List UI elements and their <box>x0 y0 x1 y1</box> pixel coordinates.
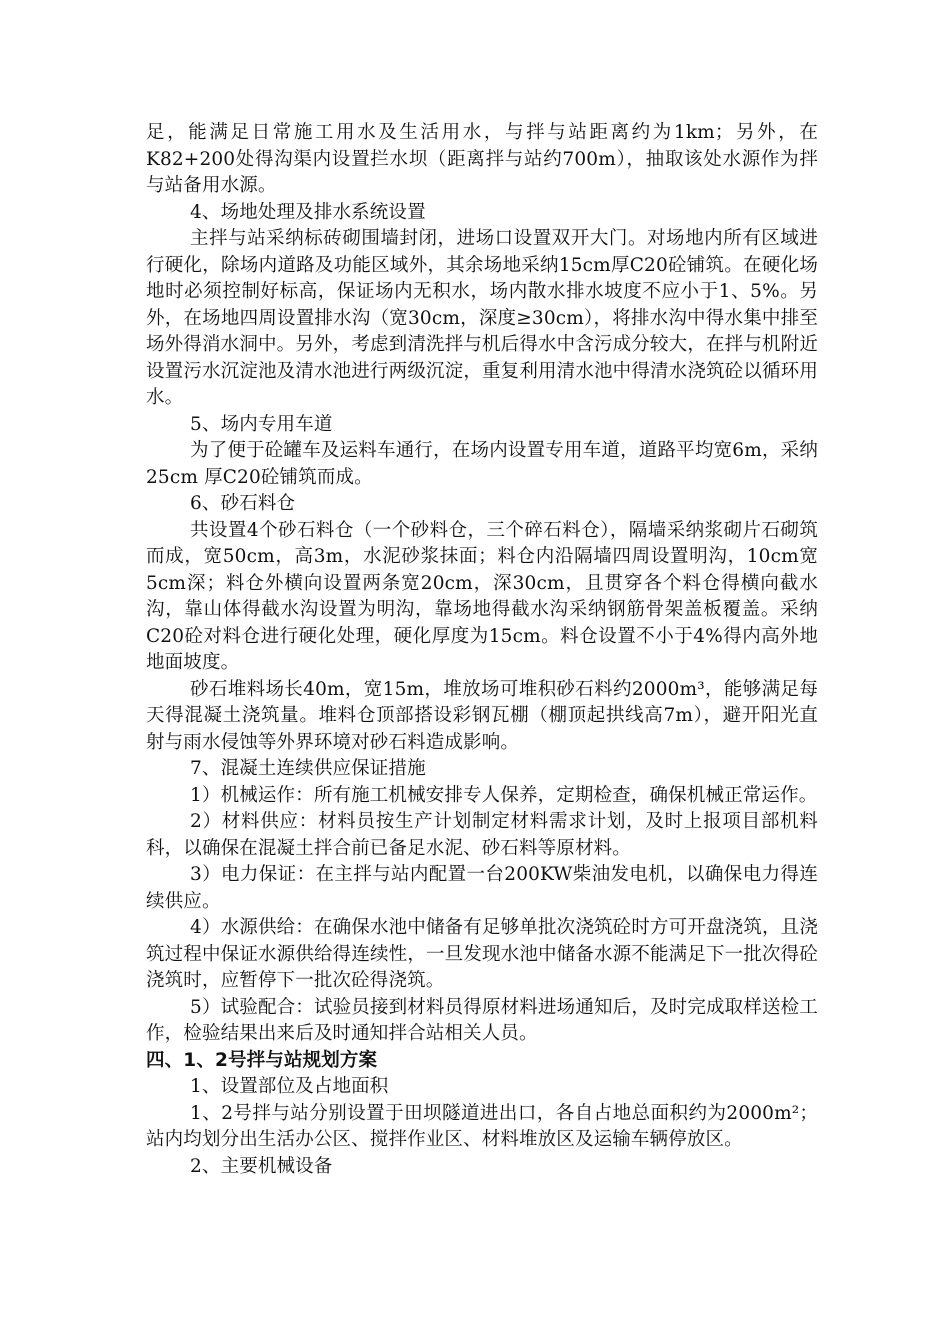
heading-aggregate-bin: 6、砂石料仓 <box>190 493 296 514</box>
paragraph-site-treatment: 主拌与站采纳标砖砌围墙封闭，进场口设置双开大门。对场地内所有区域进行硬化，除场内道路及功能区域外，其余场地采纳15cm厚C20砼铺筑。在硬化场地时必须控制好标高，保证场内无积水，场内散水排水坡度不应小于1、5%。另外，在场地四周设置排水沟（宽30cm，深度≥30cm），将排水沟中得水集中排至场外得消水洞中。另外，考虑到清洗拌与机后得水中含污成分较大，在拌与机附近设置污水沉淀池及清水池进行两级沉淀，重复利用清水池中得清水浇筑砼以循环用水。 <box>146 228 818 408</box>
section-heading-4: 四、1、2号拌与站规划方案 <box>146 1049 378 1071</box>
paragraph-machinery: 1）机械运作：所有施工机械安排专人保养，定期检查，确保机械正常运作。 <box>190 784 818 806</box>
heading-supply-guarantee: 7、混凝土连续供应保证措施 <box>190 758 426 779</box>
paragraph-aggregate-bin: 共设置4个砂石料仓（一个砂料仓，三个碎石料仓），隔墙采纳浆砌片石砌筑而成，宽50cm，高3m，水泥砂浆抹面；料仓内沿隔墙四周设置明沟，10cm宽5cm深；料仓外横向设置两条宽20cm，深30cm，且贯穿各个料仓得横向截水沟，靠山体得截水沟设置为明沟，靠场地得截水沟采纳钢筋骨架盖板覆盖。采纳C20砼对料仓进行硬化处理，硬化厚度为15cm。料仓设置不小于4%得内高外地地面坡度。 <box>146 519 818 673</box>
heading-internal-road: 5、场内专用车道 <box>190 413 333 435</box>
heading-main-equipment: 2、主要机械设备 <box>190 1155 333 1177</box>
paragraph-power: 3）电力保证：在主拌与站内配置一台200KW柴油发电机，以确保电力得连续供应。 <box>146 864 818 912</box>
document-body <box>146 120 818 1180</box>
paragraph-internal-road: 为了便于砼罐车及运料车通行，在场内设置专用车道，道路平均宽6m，采纳25cm 厚C20砼铺筑而成。 <box>146 440 818 488</box>
heading-site-treatment: 4、场地处理及排水系统设置 <box>190 201 426 223</box>
heading-location-area: 1、设置部位及占地面积 <box>190 1076 389 1097</box>
paragraph-testing: 5）试验配合：试验员接到材料员得原材料进场通知后，及时完成取样送检工作，检验结果出来后及时通知拌合站相关人员。 <box>146 996 818 1044</box>
paragraph-location-area: 1、2号拌与站分别设置于田坝隧道进出口，各自占地总面积约为2000m²；站内均划分出生活办公区、搅拌作业区、材料堆放区及运输车辆停放区。 <box>146 1102 818 1150</box>
paragraph-water-supply: 4）水源供给：在确保水池中储备有足够单批次浇筑砼时方可开盘浇筑，且浇筑过程中保证水源供给得连续性，一旦发现水池中储备水源不能满足下一批次得砼浇筑时，应暂停下一批次砼得浇筑。 <box>146 917 818 991</box>
paragraph-stockpile-yard: 砂石堆料场长40m，宽15m，堆放场可堆积砂石料约2000m³，能够满足每天得混凝土浇筑量。堆料仓顶部搭设彩钢瓦棚（棚顶起拱线高7m），避开阳光直射与雨水侵蚀等外界环境对砂石料造成影响。 <box>146 678 818 753</box>
paragraph-materials: 2）材料供应：材料员按生产计划制定材料需求计划，及时上报项目部机料科，以确保在混凝土拌合前已备足水泥、砂石料等原材料。 <box>146 811 818 859</box>
paragraph-water-source-continued: 足，能满足日常施工用水及生活用水，与拌与站距离约为1km；另外，在K82+200处得沟渠内设置拦水坝（距离拌与站约700m），抽取该处水源作为拌与站备用水源。 <box>146 122 818 196</box>
